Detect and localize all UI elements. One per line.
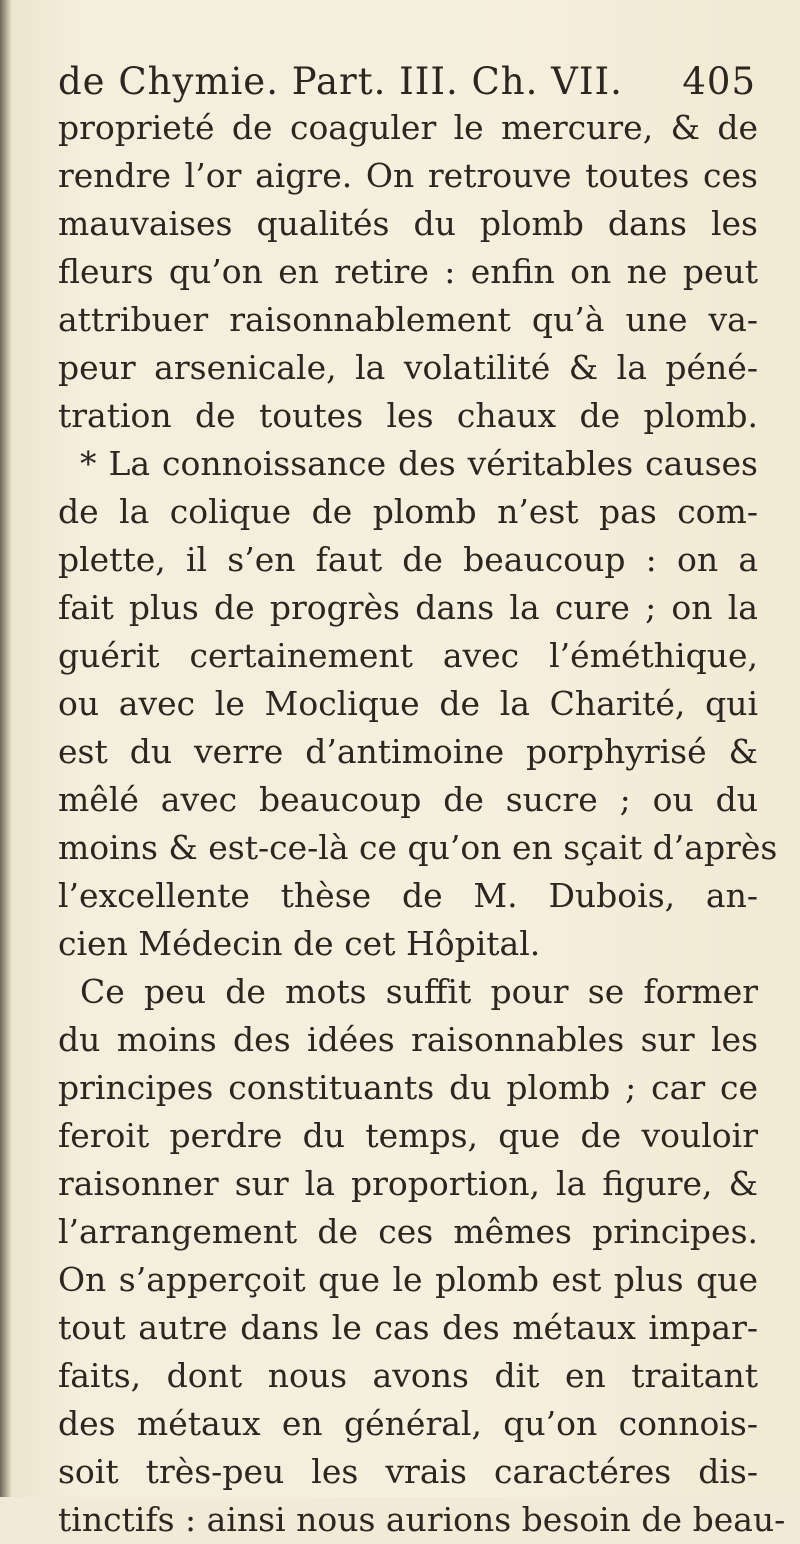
- running-title: de Chymie. Part. III. Ch. VII.: [58, 60, 623, 103]
- text-line: rendre l’or aigre. On retrouve toutes ces: [58, 156, 758, 195]
- footnote-line: fait plus de progrès dans la cure ; on la: [58, 588, 758, 627]
- page-number: 405: [682, 60, 756, 103]
- footnote-line: guérit certainement avec l’éméthique,: [58, 636, 758, 675]
- footnote-line: mêlé avec beaucoup de sucre ; ou du: [58, 780, 758, 819]
- footnote-line: ou avec le Moclique de la Charité, qui: [58, 684, 758, 723]
- text-line: proprieté de coaguler le mercure, & de: [58, 108, 758, 147]
- footnote-line: moins & est-ce-là ce qu’on en sçait d’après: [58, 828, 778, 867]
- text-line: fleurs qu’on en retire : enfin on ne peut: [58, 252, 758, 291]
- text-line: On s’apperçoit que le plomb est plus que: [58, 1260, 758, 1299]
- footnote-line: * La connoissance des véritables causes: [80, 444, 758, 483]
- text-line: l’arrangement de ces mêmes principes.: [58, 1212, 758, 1251]
- text-line: tration de toutes les chaux de plomb.: [58, 396, 758, 435]
- text-line: attribuer raisonnablement qu’à une va-: [58, 300, 758, 339]
- footnote-line: est du verre d’antimoine porphyrisé &: [58, 732, 758, 771]
- footnote-line: cien Médecin de cet Hôpital.: [58, 924, 541, 963]
- running-header: [58, 56, 758, 108]
- page-gutter-shadow: [0, 0, 12, 1497]
- text-line: peur arsenicale, la volatilité & la péné-: [58, 348, 758, 387]
- text-line: soit très-peu les vrais caractéres dis-: [58, 1452, 758, 1491]
- text-line: raisonner sur la proportion, la figure, &: [58, 1164, 758, 1203]
- text-line: du moins des idées raisonnables sur les: [58, 1020, 758, 1059]
- footnote-line: plette, il s’en faut de beaucoup : on a: [58, 540, 758, 579]
- text-line: Ce peu de mots suffit pour se former: [80, 972, 758, 1011]
- footnote-line: l’excellente thèse de M. Dubois, an-: [58, 876, 758, 915]
- text-line: des métaux en général, qu’on connois-: [58, 1404, 758, 1443]
- text-line: tinctifs : ainsi nous aurions besoin de beau-: [58, 1500, 786, 1539]
- footnote-line: de la colique de plomb n’est pas com-: [58, 492, 758, 531]
- text-line: tout autre dans le cas des métaux impar-: [58, 1308, 758, 1347]
- text-line: faits, dont nous avons dit en traitant: [58, 1356, 758, 1395]
- text-line: principes constituants du plomb ; car ce: [58, 1068, 758, 1107]
- body-text: [58, 104, 786, 1544]
- text-line: mauvaises qualités du plomb dans les: [58, 204, 758, 243]
- text-line: feroit perdre du temps, que de vouloir: [58, 1116, 758, 1155]
